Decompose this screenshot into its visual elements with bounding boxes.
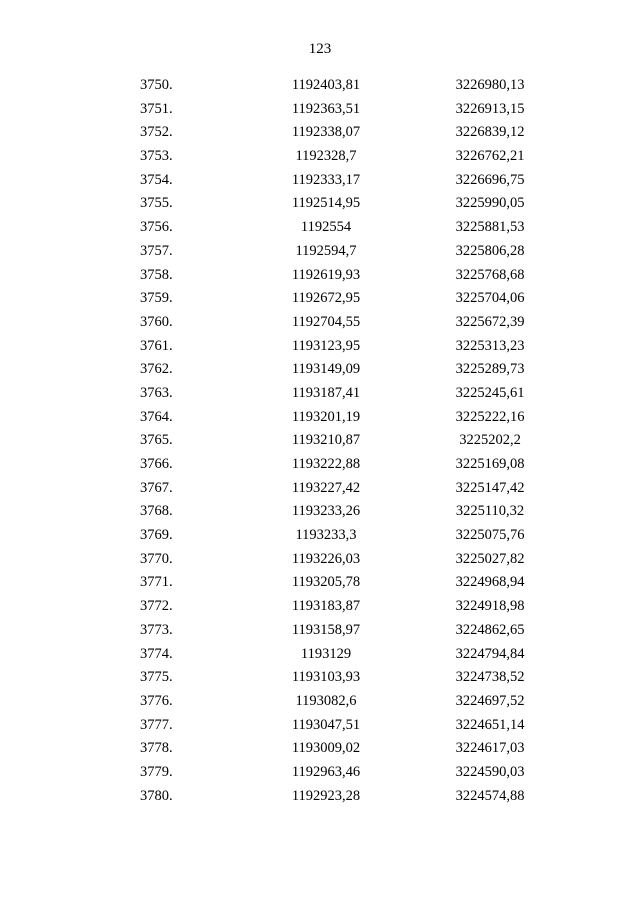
y-coordinate-cell: 3224968,94 xyxy=(455,574,525,591)
x-coordinate-cell: 1192672,95 xyxy=(291,290,361,307)
x-coordinate-cell: 1192554 xyxy=(300,219,352,236)
table-row xyxy=(0,287,640,311)
y-coordinate-cell: 3224862,65 xyxy=(455,621,525,638)
y-coordinate-cell: 3225881,53 xyxy=(455,219,525,236)
point-number-cell: 3754. xyxy=(140,171,173,188)
point-number-cell: 3763. xyxy=(140,384,173,401)
table-row xyxy=(0,453,640,477)
table-row xyxy=(0,335,640,359)
point-number-cell: 3769. xyxy=(140,527,173,544)
y-coordinate-cell: 3224794,84 xyxy=(455,645,525,662)
table-row xyxy=(0,477,640,501)
table-row xyxy=(0,737,640,761)
x-coordinate-cell: 1193082,6 xyxy=(295,692,357,709)
table-row xyxy=(0,595,640,619)
table-row xyxy=(0,548,640,572)
point-number-cell: 3755. xyxy=(140,195,173,212)
point-number-cell: 3760. xyxy=(140,313,173,330)
y-coordinate-cell: 3226913,15 xyxy=(455,100,525,117)
x-coordinate-cell: 1193187,41 xyxy=(291,384,361,401)
x-coordinate-cell: 1193226,03 xyxy=(291,550,361,567)
y-coordinate-cell: 3225075,76 xyxy=(455,527,525,544)
x-coordinate-cell: 1193205,78 xyxy=(291,574,361,591)
y-coordinate-cell: 3225027,82 xyxy=(455,550,525,567)
x-coordinate-cell: 1192363,51 xyxy=(291,100,361,117)
point-number-cell: 3765. xyxy=(140,432,173,449)
table-row xyxy=(0,264,640,288)
y-coordinate-cell: 3224590,03 xyxy=(455,763,525,780)
table-row xyxy=(0,666,640,690)
y-coordinate-cell: 3225147,42 xyxy=(455,479,525,496)
point-number-cell: 3776. xyxy=(140,692,173,709)
table-row xyxy=(0,382,640,406)
x-coordinate-cell: 1193233,3 xyxy=(295,527,357,544)
table-row xyxy=(0,714,640,738)
point-number-cell: 3761. xyxy=(140,337,173,354)
page-number: 123 xyxy=(308,41,332,57)
y-coordinate-cell: 3224697,52 xyxy=(455,692,525,709)
point-number-cell: 3774. xyxy=(140,645,173,662)
x-coordinate-cell: 1192923,28 xyxy=(291,787,361,804)
y-coordinate-cell: 3225704,06 xyxy=(455,290,525,307)
table-row xyxy=(0,643,640,667)
x-coordinate-cell: 1192403,81 xyxy=(291,77,361,93)
table-row xyxy=(0,500,640,524)
y-coordinate-cell: 3225990,05 xyxy=(455,195,525,212)
x-coordinate-cell: 1193210,87 xyxy=(291,432,361,449)
table-row xyxy=(0,216,640,240)
y-coordinate-cell: 3225110,32 xyxy=(455,503,525,520)
table-row xyxy=(0,169,640,193)
point-number-cell: 3762. xyxy=(140,361,173,378)
y-coordinate-cell: 3225768,68 xyxy=(455,266,525,283)
x-coordinate-cell: 1193123,95 xyxy=(291,337,361,354)
y-coordinate-cell: 3225202,2 xyxy=(459,432,521,449)
point-number-cell: 3764. xyxy=(140,408,173,425)
point-number-cell: 3775. xyxy=(140,669,173,686)
y-coordinate-cell: 3224617,03 xyxy=(455,740,525,757)
point-number-cell: 3752. xyxy=(140,124,173,141)
point-number-cell: 3772. xyxy=(140,598,173,615)
point-number-cell: 3777. xyxy=(140,716,173,733)
table-row xyxy=(0,192,640,216)
y-coordinate-cell: 3225806,28 xyxy=(455,242,525,259)
point-number-cell: 3757. xyxy=(140,242,173,259)
table-row xyxy=(0,311,640,335)
x-coordinate-cell: 1192619,93 xyxy=(291,266,361,283)
point-number-cell: 3779. xyxy=(140,763,173,780)
y-coordinate-cell: 3224651,14 xyxy=(455,716,525,733)
x-coordinate-cell: 1192514,95 xyxy=(291,195,361,212)
x-coordinate-cell: 1192963,46 xyxy=(291,763,361,780)
point-number-cell: 3751. xyxy=(140,100,173,117)
x-coordinate-cell: 1192338,07 xyxy=(291,124,361,141)
table-row xyxy=(0,785,640,809)
table-row xyxy=(0,571,640,595)
x-coordinate-cell: 1192328,7 xyxy=(295,148,357,165)
point-number-cell: 3768. xyxy=(140,503,173,520)
x-coordinate-cell: 1192333,17 xyxy=(291,171,361,188)
x-coordinate-cell: 1193222,88 xyxy=(291,456,361,472)
table-row xyxy=(0,761,640,785)
table-row xyxy=(0,240,640,264)
x-coordinate-cell: 1192704,55 xyxy=(291,313,361,330)
point-number-cell: 3759. xyxy=(140,290,173,307)
point-number-cell: 3778. xyxy=(140,740,173,757)
x-coordinate-cell: 1193227,42 xyxy=(291,479,361,496)
y-coordinate-cell: 3224738,52 xyxy=(455,669,525,686)
table-row xyxy=(0,429,640,453)
y-coordinate-cell: 3224918,98 xyxy=(455,598,525,615)
point-number-cell: 3750. xyxy=(140,77,173,93)
point-number-cell: 3766. xyxy=(140,456,173,472)
table-row xyxy=(0,98,640,122)
y-coordinate-cell: 3225245,61 xyxy=(455,384,525,401)
x-coordinate-cell: 1192594,7 xyxy=(295,242,357,259)
y-coordinate-cell: 3226980,13 xyxy=(455,77,525,93)
x-coordinate-cell: 1193009,02 xyxy=(291,740,361,757)
table-row xyxy=(0,74,640,98)
x-coordinate-cell: 1193233,26 xyxy=(291,503,361,520)
y-coordinate-cell: 3226696,75 xyxy=(455,171,525,188)
x-coordinate-cell: 1193201,19 xyxy=(291,408,361,425)
y-coordinate-cell: 3226762,21 xyxy=(455,148,525,165)
table-row xyxy=(0,358,640,382)
table-row xyxy=(0,406,640,430)
y-coordinate-cell: 3226839,12 xyxy=(455,124,525,141)
x-coordinate-cell: 1193047,51 xyxy=(291,716,361,733)
point-number-cell: 3780. xyxy=(140,787,173,804)
y-coordinate-cell: 3225313,23 xyxy=(455,337,525,354)
y-coordinate-cell: 3225289,73 xyxy=(455,361,525,378)
point-number-cell: 3767. xyxy=(140,479,173,496)
table-row xyxy=(0,690,640,714)
x-coordinate-cell: 1193158,97 xyxy=(291,621,361,638)
point-number-cell: 3773. xyxy=(140,621,173,638)
y-coordinate-cell: 3224574,88 xyxy=(455,787,525,804)
point-number-cell: 3770. xyxy=(140,550,173,567)
x-coordinate-cell: 1193129 xyxy=(300,645,352,662)
x-coordinate-cell: 1193183,87 xyxy=(291,598,361,615)
table-row xyxy=(0,524,640,548)
x-coordinate-cell: 1193103,93 xyxy=(291,669,361,686)
x-coordinate-cell: 1193149,09 xyxy=(291,361,361,378)
point-number-cell: 3756. xyxy=(140,219,173,236)
table-row xyxy=(0,121,640,145)
y-coordinate-cell: 3225222,16 xyxy=(455,408,525,425)
table-row xyxy=(0,619,640,643)
y-coordinate-cell: 3225672,39 xyxy=(455,313,525,330)
y-coordinate-cell: 3225169,08 xyxy=(455,456,525,472)
point-number-cell: 3758. xyxy=(140,266,173,283)
coordinates-table xyxy=(0,74,640,808)
point-number-cell: 3753. xyxy=(140,148,173,165)
point-number-cell: 3771. xyxy=(140,574,173,591)
table-row xyxy=(0,145,640,169)
